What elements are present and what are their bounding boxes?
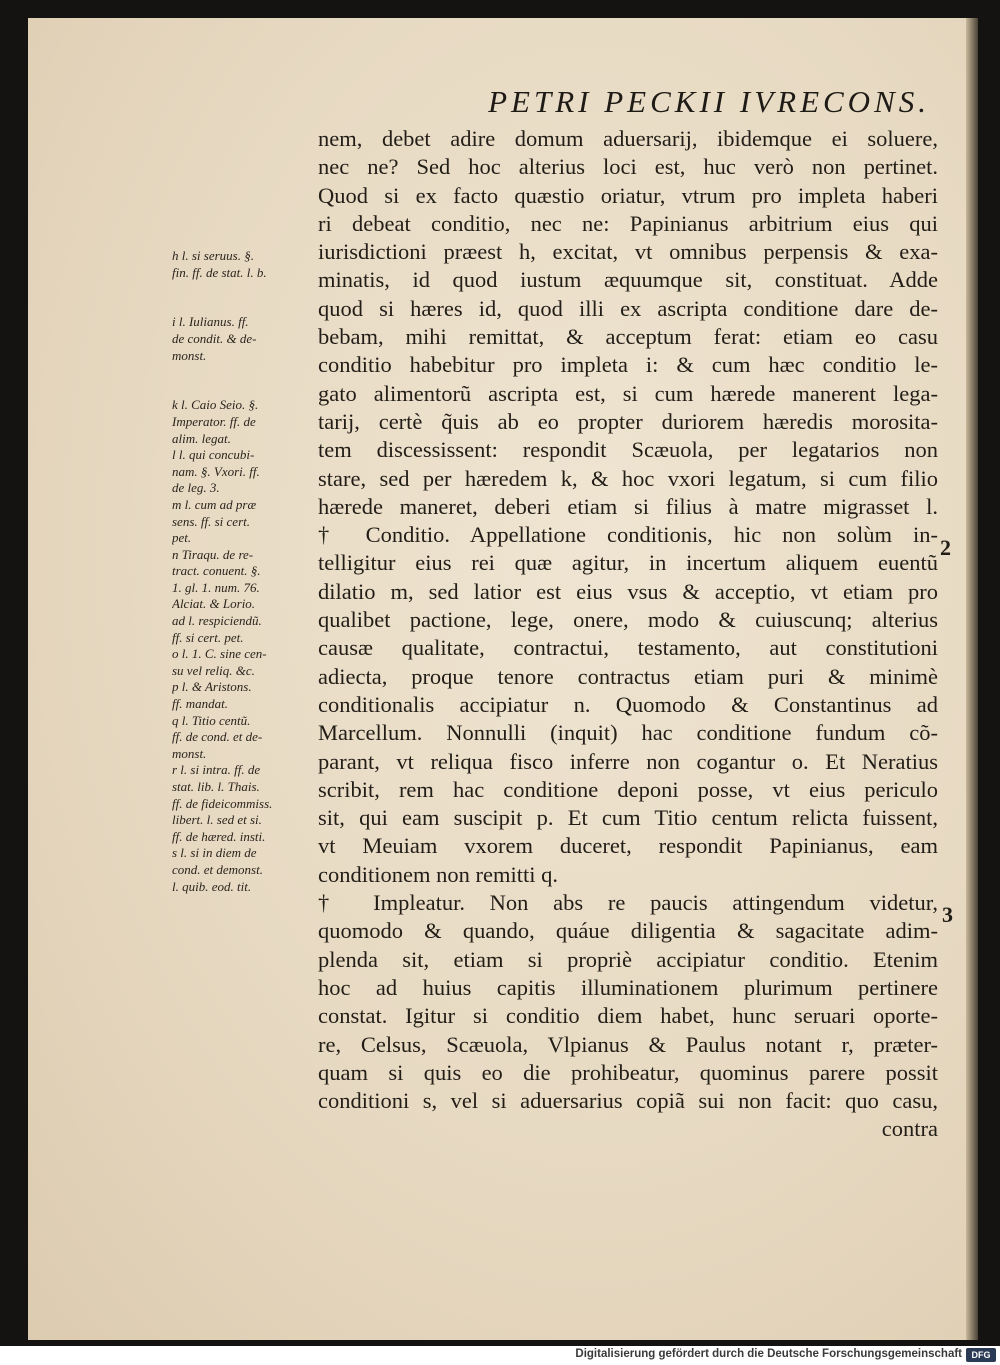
margin-note-line: ff. si cert. pet.: [172, 629, 244, 645]
text-line: quam si quis eo die prohibeatur, quominus parere possit: [318, 1059, 938, 1085]
text-line: scribit, rem hac conditione deponi posse, vt eius periculo: [318, 776, 938, 802]
text-line: dilatio m, sed latior est eius vsus & acceptio, vt etiam pro: [318, 578, 938, 604]
margin-note-line: alim. legat.: [172, 430, 231, 446]
text-line: nec ne? Sed hoc alterius loci est, huc verò non pertinet.: [318, 154, 938, 180]
dfg-logo: DFG: [966, 1348, 996, 1362]
margin-note-line: [172, 364, 330, 381]
text-line: adiecta, proque tenore contractus etiam puri & minimè: [318, 663, 938, 689]
text-line: conditionem non remitti q.: [318, 861, 558, 887]
margin-notes: [172, 248, 330, 895]
text-line: telligitur eius rei quæ agitur, in incertum aliquem euentũ: [318, 550, 938, 576]
text-line: conditioni s, vel si aduersarius copiã sui non facit: quo casu,: [318, 1088, 938, 1114]
margin-note-line: o l. 1. C. sine cen-: [172, 646, 267, 662]
text-line: tarij, certè q̃uis ab eo propter duriorem hæredis morosita-: [318, 408, 938, 434]
margin-note-line: pet.: [172, 530, 192, 546]
page-edge: [966, 18, 978, 1340]
text-line: vt Meuiam vxorem duceret, respondit Papinianus, eam: [318, 833, 938, 859]
margin-note-line: fin. ff. de stat. l. b.: [172, 264, 267, 280]
text-line: † Conditio. Appellatione conditionis, hic non solùm in-: [318, 522, 938, 548]
margin-note-line: h l. si seruus. §.: [172, 248, 254, 263]
margin-note-line: de condit. & de-: [172, 330, 257, 346]
margin-note-line: l l. qui concubi-: [172, 447, 255, 463]
margin-note-line: Imperator. ff. de: [172, 413, 256, 429]
margin-note-line: n Tiraqu. de re-: [172, 546, 254, 562]
margin-note-line: k l. Caio Seio. §.: [172, 397, 259, 413]
text-line: bebam, mihi remittat, & acceptum ferat: etiam eo casu: [318, 324, 938, 350]
text-line: Quod si ex facto quæstio oriatur, vtrum pro impleta haberi: [318, 182, 938, 208]
margin-note-line: tract. conuent. §.: [172, 563, 261, 579]
section-number-2: 2: [940, 535, 951, 560]
margin-note-line: q l. Titio centũ.: [172, 712, 251, 728]
text-line: minatis, id quod iustum æquumque sit, constituat. Adde: [318, 267, 938, 293]
margin-note-line: su vel reliq. &c.: [172, 662, 255, 678]
text-line: stare, sed per hæredem k, & hoc vxori legatum, si cum filio: [318, 465, 938, 491]
margin-note-line: m l. cum ad præ: [172, 496, 257, 512]
text-line: re, Celsus, Scæuola, Vlpianus & Paulus notant r, præter-: [318, 1031, 938, 1057]
margin-note-line: ff. de fideicommiss.: [172, 795, 273, 811]
text-line: conditio habebitur pro impleta i: & cum hæc conditio le-: [318, 352, 938, 378]
text-line: parant, vt reliqua fisco inferre non cogantur o. Et Neratius: [318, 748, 938, 774]
text-line: sit, qui eam suscipit p. Et cum Titio centum relicta fuissent,: [318, 805, 938, 831]
text-line: Marcellum. Nonnulli (inquit) hac conditione fundum cõ-: [318, 720, 938, 746]
text-line: nem, debet adire domum aduersarij, ibidemque ei soluere,: [318, 126, 938, 151]
margin-note-line: de leg. 3.: [172, 480, 220, 496]
footer-bar: [0, 1346, 1000, 1365]
margin-note-line: libert. l. sed et si.: [172, 812, 262, 828]
text-line: quomodo & quando, quáue diligentia & sagacitate adim-: [318, 918, 938, 944]
margin-note-line: monst.: [172, 347, 207, 363]
margin-note-line: [172, 381, 330, 398]
text-line: constat. Igitur si conditio diem habet, hunc seruari oporte-: [318, 1003, 938, 1029]
text-line: iurisdictioni præest h, excitat, vt omnibus perpensis & exa-: [318, 239, 938, 265]
body-text: [318, 125, 938, 1144]
margin-note-line: nam. §. Vxori. ff.: [172, 463, 260, 479]
margin-note-line: monst.: [172, 745, 207, 761]
section-number-3: 3: [942, 902, 953, 927]
running-header: PETRI PECKII IVRECONS.: [488, 84, 930, 119]
funding-notice: Digitalisierung gefördert durch die Deutsche Forschungsgemeinschaft: [575, 1348, 962, 1360]
margin-note-line: p l. & Aristons.: [172, 679, 252, 695]
text-line: hoc ad huius capitis illuminationem plurimum pertinere: [318, 974, 938, 1000]
margin-note-line: [172, 298, 330, 315]
margin-note-line: cond. et demonst.: [172, 861, 263, 877]
text-line: plenda sit, etiam si propriè accipiatur conditio. Etenim: [318, 946, 938, 972]
text-line: quod si hæres id, quod illi ex ascripta conditione dare de-: [318, 295, 938, 321]
margin-note-line: ff. de cond. et de-: [172, 729, 263, 745]
margin-note-line: l. quib. eod. tit.: [172, 878, 252, 894]
text-line: contra: [881, 1116, 938, 1142]
text-line: hærede maneret, deberi etiam si filius à matre migrasset l.: [318, 493, 938, 519]
text-line: gato alimentorũ ascripta est, si cum hærede manerent lega-: [318, 380, 938, 406]
margin-note-line: ff. mandat.: [172, 696, 228, 712]
text-line: qualibet pactione, lege, onere, modo & cuiuscunq; alterius: [318, 607, 938, 633]
text-line: † Impleatur. Non abs re paucis attingendum videtur,: [318, 890, 938, 916]
margin-note-line: r l. si intra. ff. de: [172, 762, 261, 778]
text-line: conditionalis accipiatur n. Quomodo & Constantinus ad: [318, 691, 938, 717]
text-line: ri debeat conditio, nec ne: Papinianus arbitrium eius qui: [318, 210, 938, 236]
margin-note-line: ff. de hæred. insti.: [172, 828, 266, 844]
margin-note-line: s l. si in diem de: [172, 845, 257, 861]
margin-note-line: sens. ff. si cert.: [172, 513, 250, 529]
text-line: causæ qualitate, contractui, testamento, aut constitutioni: [318, 635, 938, 661]
margin-note-line: stat. lib. l. Thais.: [172, 779, 260, 794]
text-line: tem discessissent: respondit Scæuola, per legatarios non: [318, 437, 938, 463]
margin-note-line: 1. gl. 1. num. 76.: [172, 579, 260, 595]
margin-note-line: Alciat. & Lorio.: [172, 596, 256, 612]
margin-note-line: i l. Iulianus. ff.: [172, 314, 249, 330]
margin-note-line: [172, 281, 330, 298]
margin-note-line: ad l. respiciendũ.: [172, 613, 262, 629]
